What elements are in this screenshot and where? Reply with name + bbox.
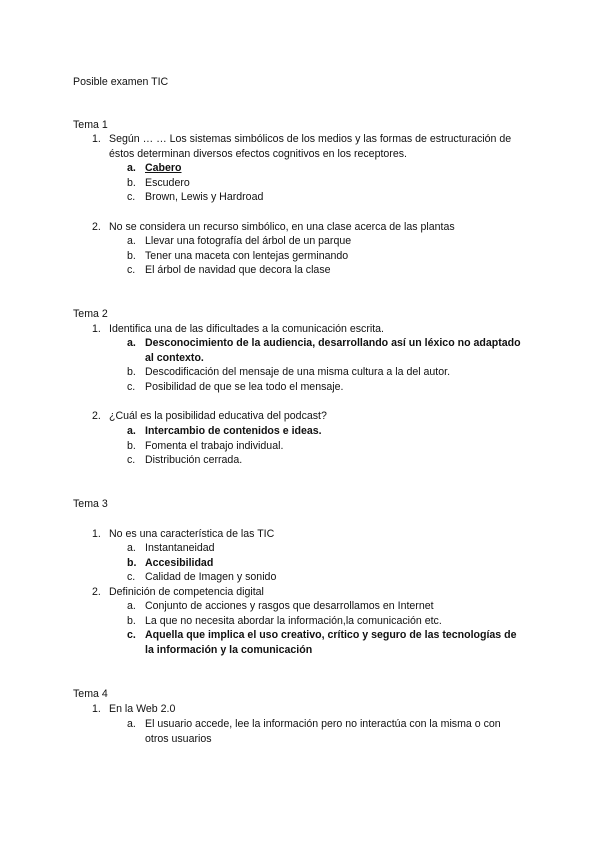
option-correct xyxy=(127,628,527,657)
option-correct xyxy=(127,424,527,439)
question-text: No es una característica de las TIC xyxy=(109,528,275,540)
option-text: Intercambio de contenidos e ideas. xyxy=(145,425,322,437)
option-letter: c. xyxy=(127,454,136,467)
option-correct xyxy=(127,161,527,176)
option-correct xyxy=(127,556,527,571)
question-2-2 xyxy=(92,409,532,424)
option-letter: b. xyxy=(127,439,136,452)
option-text: Conjunto de acciones y rasgos que desarrollamos en Internet xyxy=(145,600,434,612)
question-3-2 xyxy=(92,585,532,600)
option-letter: b. xyxy=(127,556,137,569)
tema-2-heading: Tema 2 xyxy=(73,308,108,320)
option xyxy=(127,541,527,556)
option-text: Aquella que implica el uso creativo, crítico y seguro de las tecnologías de la información y la comunicación xyxy=(145,629,517,656)
option xyxy=(127,453,527,468)
option xyxy=(127,570,527,585)
option-text: Cabero xyxy=(145,162,182,174)
option xyxy=(127,263,527,278)
option-text: Escudero xyxy=(145,176,190,189)
question-text: Definición de competencia digital xyxy=(109,586,264,598)
question-number: 1. xyxy=(92,528,101,540)
tema-3-heading: Tema 3 xyxy=(73,498,108,510)
option-text: Accesibilidad xyxy=(145,556,214,569)
option-letter: c. xyxy=(127,191,136,204)
question-text: Según … … Los sistemas simbólicos de los medios y las formas de estructuración de éstos determinan diversos efectos cognitivos en los receptores. xyxy=(109,133,512,160)
question-2-1 xyxy=(92,322,532,337)
option xyxy=(127,190,527,205)
question-number: 2. xyxy=(92,221,101,233)
option xyxy=(127,176,527,191)
option xyxy=(127,614,527,629)
option-letter: a. xyxy=(127,337,136,349)
question-4-1 xyxy=(92,702,532,717)
option-text: El usuario accede, lee la información pero no interactúa con la misma o con otros usuarios xyxy=(145,718,501,745)
option-text: Llevar una fotografía del árbol de un parque xyxy=(145,235,352,247)
options-2-1 xyxy=(127,336,527,394)
option-letter: a. xyxy=(127,600,136,612)
question-number: 2. xyxy=(92,410,101,422)
question-text: En la Web 2.0 xyxy=(109,703,176,715)
option xyxy=(127,599,527,614)
option-letter: b. xyxy=(127,614,136,627)
option-text: Calidad de Imagen y sonido xyxy=(145,571,277,584)
option-letter: a. xyxy=(127,718,136,730)
options-2-2 xyxy=(127,424,527,468)
question-number: 2. xyxy=(92,586,101,598)
option-letter: c. xyxy=(127,380,136,393)
option-text: Instantaneidad xyxy=(145,542,215,554)
option xyxy=(127,234,527,249)
option xyxy=(127,380,527,395)
question-1-2 xyxy=(92,220,532,235)
document-title: Posible examen TIC xyxy=(73,76,169,88)
option xyxy=(127,439,527,454)
option xyxy=(127,717,527,746)
option-letter: a. xyxy=(127,162,136,174)
option-letter: c. xyxy=(127,571,136,584)
option-text: Tener una maceta con lentejas germinando xyxy=(145,249,349,262)
question-text: No se considera un recurso simbólico, en una clase acerca de las plantas xyxy=(109,221,455,233)
option-letter: a. xyxy=(127,235,136,247)
option-letter: c. xyxy=(127,264,136,277)
option xyxy=(127,249,527,264)
options-3-1 xyxy=(127,541,527,585)
option-letter: b. xyxy=(127,366,136,379)
question-number: 1. xyxy=(92,323,101,335)
question-number: 1. xyxy=(92,703,101,715)
option-text: Desconocimiento de la audiencia, desarrollando así un léxico no adaptado al contexto. xyxy=(145,337,521,364)
option-letter: a. xyxy=(127,542,136,554)
option-text: La que no necesita abordar la información,la comunicación etc. xyxy=(145,614,442,627)
option-letter: b. xyxy=(127,249,136,262)
option-text: Fomenta el trabajo individual. xyxy=(145,439,284,452)
option-letter: c. xyxy=(127,629,136,642)
option-letter: a. xyxy=(127,425,136,437)
option-text: El árbol de navidad que decora la clase xyxy=(145,264,331,277)
option-correct xyxy=(127,336,527,365)
option-text: Posibilidad de que se lea todo el mensaje. xyxy=(145,380,344,393)
question-3-1 xyxy=(92,527,532,542)
question-text: Identifica una de las dificultades a la comunicación escrita. xyxy=(109,323,385,335)
question-1-1 xyxy=(92,132,532,161)
options-3-2 xyxy=(127,599,527,657)
options-4-1 xyxy=(127,717,527,746)
options-1-2 xyxy=(127,234,527,278)
options-1-1 xyxy=(127,161,527,205)
question-number: 1. xyxy=(92,133,101,145)
option-text: Distribución cerrada. xyxy=(145,454,243,467)
tema-1-heading: Tema 1 xyxy=(73,119,108,131)
option-letter: b. xyxy=(127,176,136,189)
option xyxy=(127,365,527,380)
question-text: ¿Cuál es la posibilidad educativa del podcast? xyxy=(109,410,327,422)
option-text: Brown, Lewis y Hardroad xyxy=(145,191,264,204)
tema-4-heading: Tema 4 xyxy=(73,688,108,700)
option-text: Descodificación del mensaje de una misma cultura a la del autor. xyxy=(145,366,451,379)
